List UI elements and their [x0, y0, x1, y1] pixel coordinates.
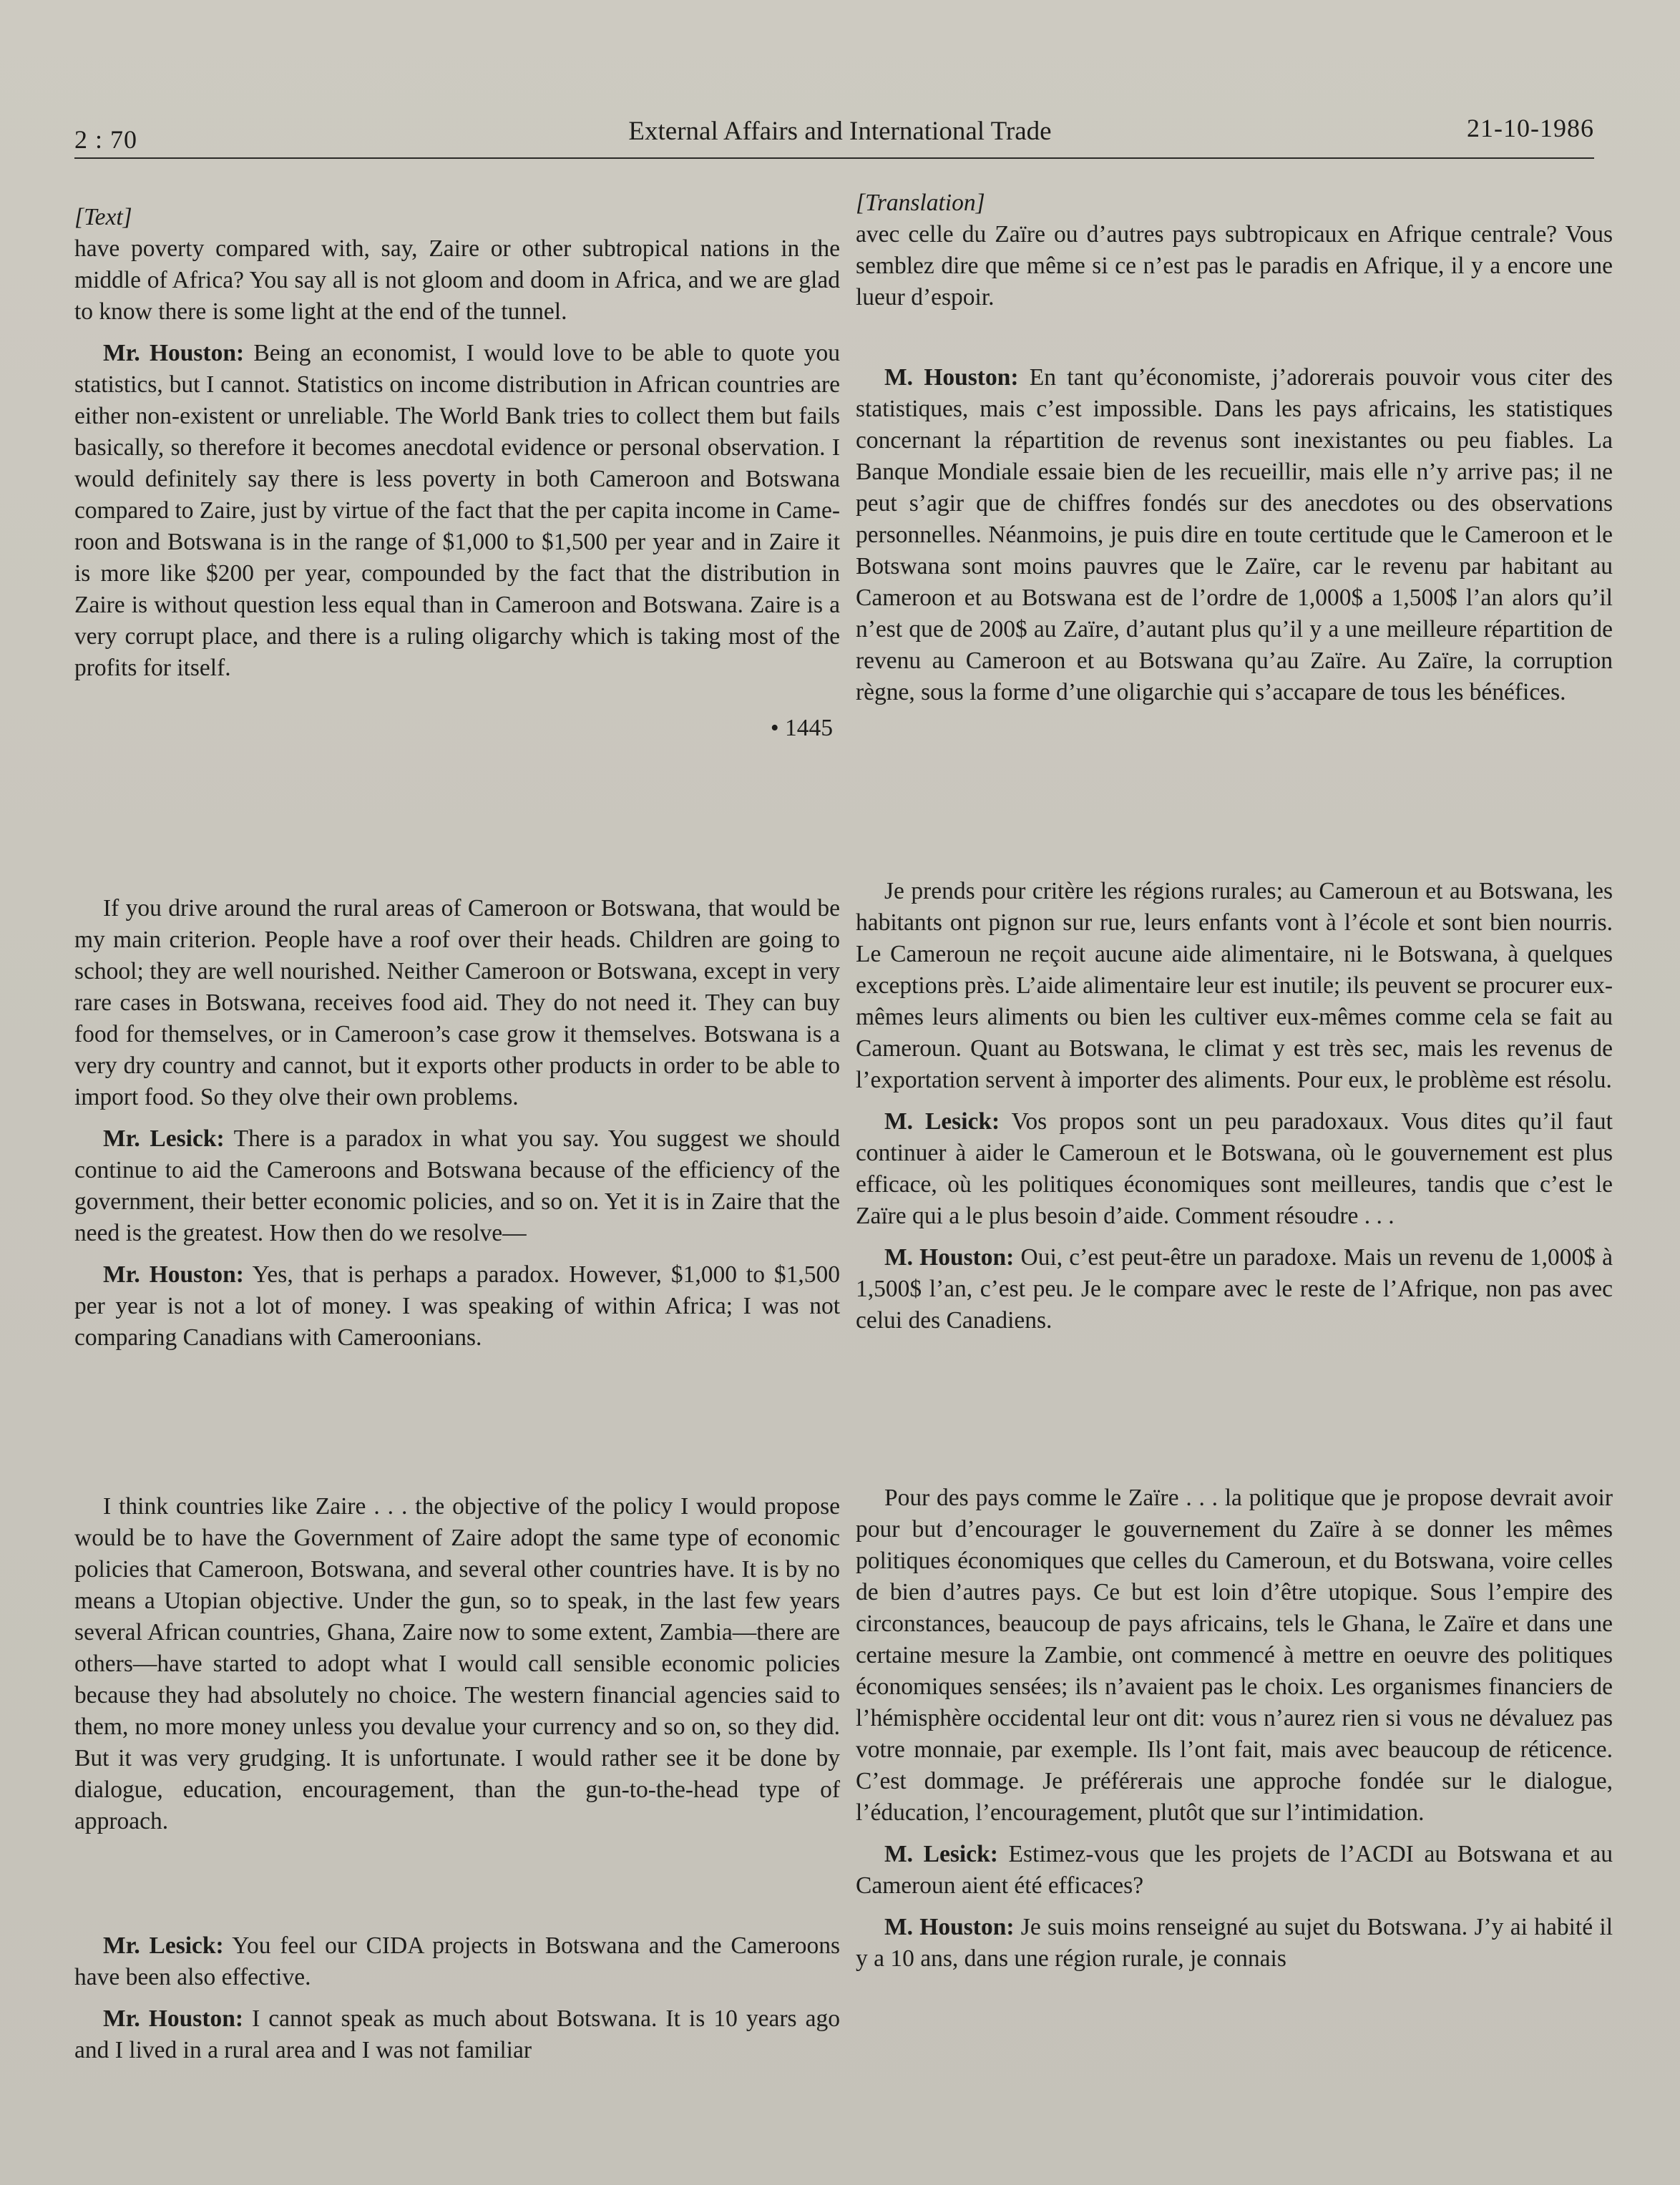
text-tag: [Text] — [74, 204, 132, 230]
french-middle-block — [856, 876, 1613, 1336]
english-lower-block — [74, 1491, 840, 1837]
french-lower-block — [856, 1482, 1613, 1975]
speech-text: There is a paradox in what you say. You suggest we should continue to aid the Cameroons and Botswana because of the efficiency of the government, their better economic policies, and so on. Yet it is in Zaire that the need is the greatest. How then do we resolve— — [74, 1125, 840, 1246]
english-top-block — [74, 202, 840, 777]
paragraph: Je prends pour critère les régions rurales; au Cameroun et au Botswana, les habitants ont pignon sur rue, leurs enfants vont à l’école et sont bien nourris. Le Cameroun ne reçoit aucune aide alimentaire, ni le Botswana, à quelques exceptions près. L’aide alimentaire leur est inutile; ils peuvent se procurer eux-mêmes leurs aliments ou bien les cultiver eux-mêmes comme cela se fait au Cameroun. Quant au Botswana, le climat y est très sec, mais les revenus de l’exportation servent à importer des aliments. Pour eux, le problème est résolu. — [856, 878, 1613, 1093]
time-marker: • 1445 — [770, 715, 833, 741]
paragraph: If you drive around the rural areas of Cameroon or Botswana, that would be my main criterion. People have a roof over their heads. Children are going to school; they are well nourished. Neither Cameroon or Botswana, except in very rare cases in Botswana, receives food aid. They do not need it. They can buy food for themselves, or in Cameroon’s case grow it themselves. Botswana is a very dry country and cannot, but it exports other products in order to be able to import food. So they olve their own problems. — [74, 895, 840, 1110]
paragraph — [74, 1123, 840, 1249]
speech-text: Yes, that is perhaps a paradox. However, $1,000 to $1,500 per year is not a lot of money. I was speaking of within Africa; I was not comparing Canadians with Cameroonians. — [74, 1261, 840, 1351]
speech-text: I cannot speak as much about Botswana. It is 10 years ago and I lived in a rural area and I was not familiar — [74, 2005, 840, 2063]
paragraph: Pour des pays comme le Zaïre . . . la politique que je propose devrait avoir pour but d’encourager le gouvernement du Zaïre à se donner les mêmes politiques économiques que celles du Cameroun, et du Botswana, voire celles de bien d’autres pays. Ce but est loin d’être utopique. Sous l’empire des circonstances, beaucoup de pays africains, tels le Ghana, le Zaïre et dans une certaine mesure la Zambie, ont commencé à mettre en oeuvre des politiques économiques sensées; ils n’avaient pas le choix. Les organismes financiers de l’hémisphère occidental leur ont dit: vous n’aurez rien si vous ne dévaluez pas votre monnaie, par exemple. Ils l’ont fait, mais avec beaucoup de réticence. C’est dommage. Je préférerais une approche fondée sur le dialogue, l’éducation, l’encouragement, plutôt que sur l’intimidation. — [856, 1485, 1613, 1826]
page-date: 21-10-1986 — [1467, 114, 1594, 142]
translation-tag: [Translation] — [856, 190, 985, 216]
page-number: 2 : 70 — [74, 125, 138, 154]
english-middle-block — [74, 893, 840, 1354]
paragraph — [74, 1930, 840, 1993]
speech-text: Estimez-vous que les projets de l’ACDI au Botswana et au Cameroun aient été efficaces? — [856, 1841, 1613, 1899]
speaker-name: M. Houston: — [884, 364, 1019, 391]
english-bottom-block — [74, 1930, 840, 2066]
paragraph — [856, 1912, 1613, 1975]
running-title: External Affairs and International Trade — [628, 117, 1052, 146]
speaker-name: M. Lesick: — [884, 1841, 998, 1867]
speech-text: You feel our CIDA projects in Botswana and the Cameroons have been also effective. — [74, 1932, 840, 1990]
speaker-name: Mr. Houston: — [103, 2005, 244, 2032]
speech-text: Being an economist, I would love to be able to quote you statistics, but I cannot. Statistics on income distribution in African countries are either non-existent or unreliable. The World Bank tries to collect them but fails basically, so therefore it becomes anecdotal evidence or personal observation. I would definitely say there is less poverty in both Cameroon and Botswana compared to Zaire, just by virtue of the fact that the per capita income in Cameroon and Botswana is in the range of $1,000 to $1,500 per year and in Zaire it is more like $200 per year, compounded by the fact that the distribution in Zaire is without question less equal than in Cameroon and Botswana. Zaire is a very corrupt place, and there is a ruling oligarchy which is taking most of the profits for itself. — [74, 340, 840, 681]
paragraph — [856, 1106, 1613, 1232]
french-top-block — [856, 187, 1613, 313]
speaker-name: Mr. Lesick: — [103, 1125, 225, 1152]
french-upper-block — [856, 362, 1613, 708]
paragraph: avec celle du Zaïre ou d’autres pays subtropicaux en Afrique centrale? Vous semblez dire que même si ce n’est pas le paradis en Afrique, il y a encore une lueur d’espoir. — [856, 221, 1613, 311]
speaker-name: M. Lesick: — [884, 1108, 1000, 1135]
speaker-name: Mr. Houston: — [103, 340, 245, 366]
speech-text: En tant qu’économiste, j’adorerais pouvoir vous citer des statistiques, mais c’est impossible. Dans les pays africains, les statistiques concernant la répartition de revenus sont inexistantes ou peu fiables. La Banque Mondiale essaie bien de les recueillir, mais elle n’y arrive pas; il ne peut s’agir que de chiffres fondés sur des anecdotes ou des observations personnelles. Néanmoins, je puis dire en toute certitude que le Cameroon et le Botswana sont moins pauvres que le Zaïre, car le revenu par habitant au Cameroon et au Botswana est de l’ordre de 1,000$ a 1,500$ l’an alors qu’il n’est que de 200$ au Zaïre, d’autant plus qu’il y a une meilleure répartition de revenu au Cameroon et au Botswana qu’au Zaïre. Au Zaïre, la corruption règne, sous la forme d’une oligarchie qui s’accapare de tous les bénéfices. — [856, 364, 1613, 705]
paragraph — [74, 2003, 840, 2066]
header-rule — [74, 157, 1594, 159]
speaker-name: Mr. Houston: — [103, 1261, 244, 1288]
speaker-name: M. Houston: — [884, 1914, 1015, 1940]
paragraph — [856, 362, 1613, 708]
paragraph — [74, 1259, 840, 1354]
paragraph — [856, 1839, 1613, 1902]
paragraph: have poverty compared with, say, Zaire or other subtropical nations in the middle of Africa? You say all is not gloom and doom in Africa, and we are glad to know there is some light at the end of the tunnel. — [74, 235, 840, 325]
speech-text: Vos propos sont un peu paradoxaux. Vous dites qu’il faut continuer à aider le Cameroun et le Botswana, où le gouvernement est plus efficace, où les politiques économiques sont meilleures, tandis que c’est le Zaïre qui a le plus besoin d’aide. Comment résoudre . . . — [856, 1108, 1613, 1229]
paragraph — [74, 338, 840, 684]
speaker-name: Mr. Lesick: — [103, 1932, 224, 1959]
speech-text: Oui, c’est peut-être un paradoxe. Mais un revenu de 1,000$ à 1,500$ l’an, c’est peu. Je le compare avec le reste de l’Afrique, non pas avec celui des Canadiens. — [856, 1244, 1613, 1334]
paragraph — [856, 1242, 1613, 1336]
paragraph: I think countries like Zaire . . . the objective of the policy I would propose would be to have the Government of Zaire adopt the same type of economic policies that Cameroon, Botswana, and several other countries have. It is by no means a Utopian objective. Under the gun, so to speak, in the last few years several African countries, Ghana, Zaire now to some extent, Zambia—there are others—have started to adopt what I would call sensible economic policies because they had absolutely no choice. The western financial agencies said to them, no more money unless you devalue your currency and so on, so they did. But it was very grudging. It is unfortunate. I would rather see it be done by dialogue, education, encouragement, than the gun-to-the-head type of approach. — [74, 1493, 840, 1834]
speech-text: Je suis moins renseigné au sujet du Botswana. J’y ai habité il y a 10 ans, dans une région rurale, je connais — [856, 1914, 1613, 1972]
speaker-name: M. Houston: — [884, 1244, 1015, 1271]
